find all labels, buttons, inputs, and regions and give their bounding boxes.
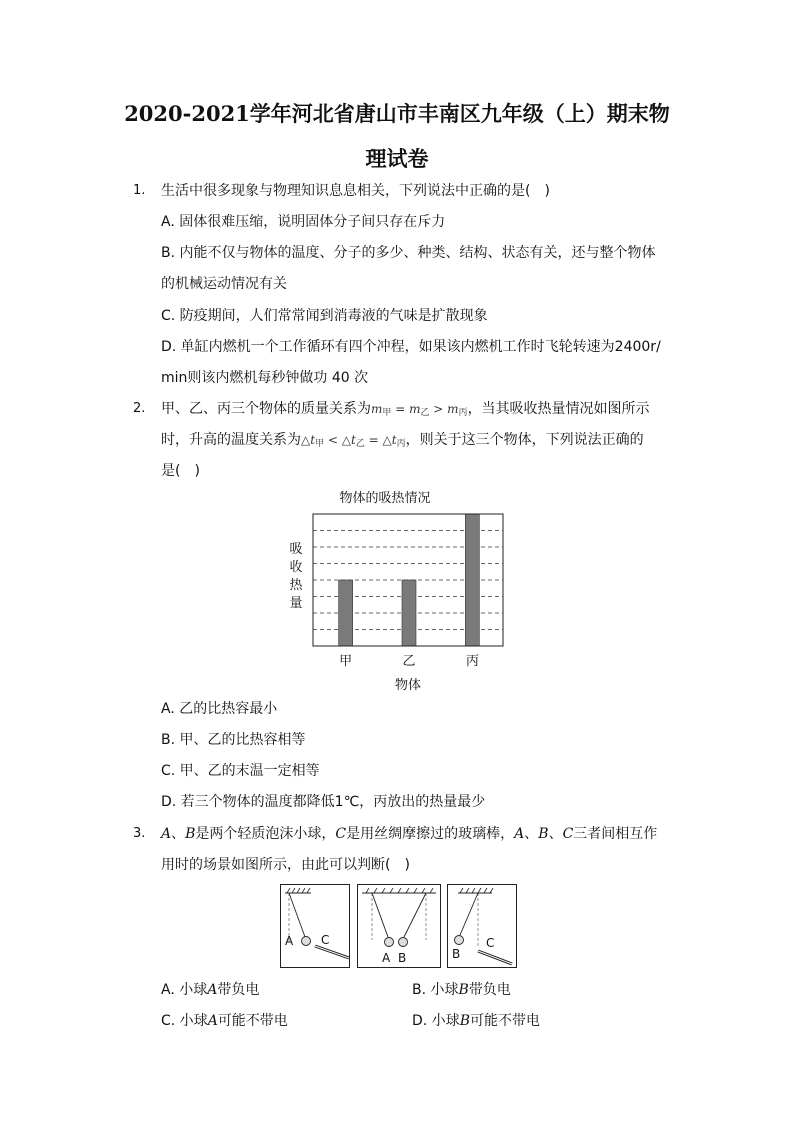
q3-stem-line2: 用时的场景如图所示，由此可以判断( ) xyxy=(161,857,410,873)
q2-number: 2. xyxy=(133,401,146,416)
q2-option-a: A. 乙的比热容最小 xyxy=(161,701,278,717)
q2-stem-text-a: 甲、乙、丙三个物体的质量关系为 xyxy=(161,401,371,417)
chart-title: 物体的吸热情况 xyxy=(339,491,431,506)
pendulum-figure-3 xyxy=(447,884,517,968)
q3-stem-line1: A、B是两个轻质泡沫小球，C是用丝绸摩擦过的玻璃棒，A、B、C三者间相互作 xyxy=(161,826,658,842)
x-tick-label: 丙 xyxy=(465,654,479,669)
bar-1 xyxy=(339,580,353,646)
q1-option-c: C. 防疫期间，人们常常闻到消毒液的气味是扩散现象 xyxy=(161,308,488,324)
q3-option-a: A. 小球A带负电 xyxy=(161,982,260,998)
q1-option-b-line1: B. 内能不仅与物体的温度、分子的多少、种类、结构、状态有关，还与整个物体 xyxy=(161,245,656,261)
ball-a-label: A xyxy=(285,934,294,948)
ball-b-label: B xyxy=(398,951,407,965)
q2-stem-text-d: ，则关于这三个物体，下列说法正确的 xyxy=(405,432,644,448)
q2-stem-line2 xyxy=(161,430,644,454)
heat-absorption-bar-chart xyxy=(270,484,530,699)
temperature-relation-formula: $\triangle t_甲$ < $\triangle t_乙$ = $\triangle t_丙$ xyxy=(301,433,406,449)
q2-stem-line3: 是( ) xyxy=(161,463,200,479)
x-axis-label: 物体 xyxy=(394,678,422,693)
q3-number: 3. xyxy=(133,826,146,841)
q1-option-d-line2: min则该内燃机每秒钟做功 40 次 xyxy=(161,370,369,386)
y-axis-label-char: 收 xyxy=(289,560,303,575)
y-axis-label-char: 量 xyxy=(289,596,303,611)
q3-option-d: D. 小球B可能不带电 xyxy=(412,1013,540,1029)
ball-a xyxy=(385,938,394,947)
q2-stem-line1 xyxy=(161,399,650,423)
y-axis-label-char: 吸 xyxy=(289,542,303,557)
ball-b xyxy=(455,936,464,945)
ball-b xyxy=(399,938,408,947)
bar-2 xyxy=(402,580,416,646)
ball-a-label: A xyxy=(382,951,391,965)
q3-option-b: B. 小球B带负电 xyxy=(412,982,511,998)
x-tick-label: 乙 xyxy=(402,654,416,669)
q3-option-c: C. 小球A可能不带电 xyxy=(161,1013,288,1029)
q1-option-b-line2: 的机械运动情况有关 xyxy=(161,276,287,292)
mass-relation-formula: $m_甲 = m_乙 > m_丙$ xyxy=(371,402,468,418)
q2-stem-text-c: 时，升高的温度关系为 xyxy=(161,432,301,448)
q2-option-c: C. 甲、乙的末温一定相等 xyxy=(161,763,320,779)
rod-c-label: C xyxy=(486,936,495,950)
q1-number: 1. xyxy=(133,183,146,198)
ball-b-label: B xyxy=(452,947,461,961)
q2-option-d: D. 若三个物体的温度都降低1℃，丙放出的热量最少 xyxy=(161,794,486,810)
rod-c-label: C xyxy=(321,933,330,947)
q1-option-a: A. 固体很难压缩，说明固体分子间只存在斥力 xyxy=(161,214,446,230)
q2-option-b: B. 甲、乙的比热容相等 xyxy=(161,732,306,748)
pendulum-figure-1 xyxy=(280,884,350,968)
exam-title-line1: 2020-2021学年河北省唐山市丰南区九年级（上）期末物 xyxy=(124,101,670,126)
exam-title-line2: 理试卷 xyxy=(365,146,429,171)
x-tick-label: 甲 xyxy=(339,654,353,669)
q2-stem-text-b: ，当其吸收热量情况如图所示 xyxy=(467,401,650,417)
bar-3 xyxy=(465,514,479,646)
pendulum-figure-2 xyxy=(357,884,441,968)
y-axis-label-char: 热 xyxy=(289,578,303,593)
q1-option-d-line1: D. 单缸内燃机一个工作循环有四个冲程，如果该内燃机工作时飞轮转速为2400r/ xyxy=(161,339,661,355)
ball-a xyxy=(302,937,311,946)
q1-stem: 生活中很多现象与物理知识息息相关，下列说法中正确的是( ) xyxy=(161,183,550,199)
